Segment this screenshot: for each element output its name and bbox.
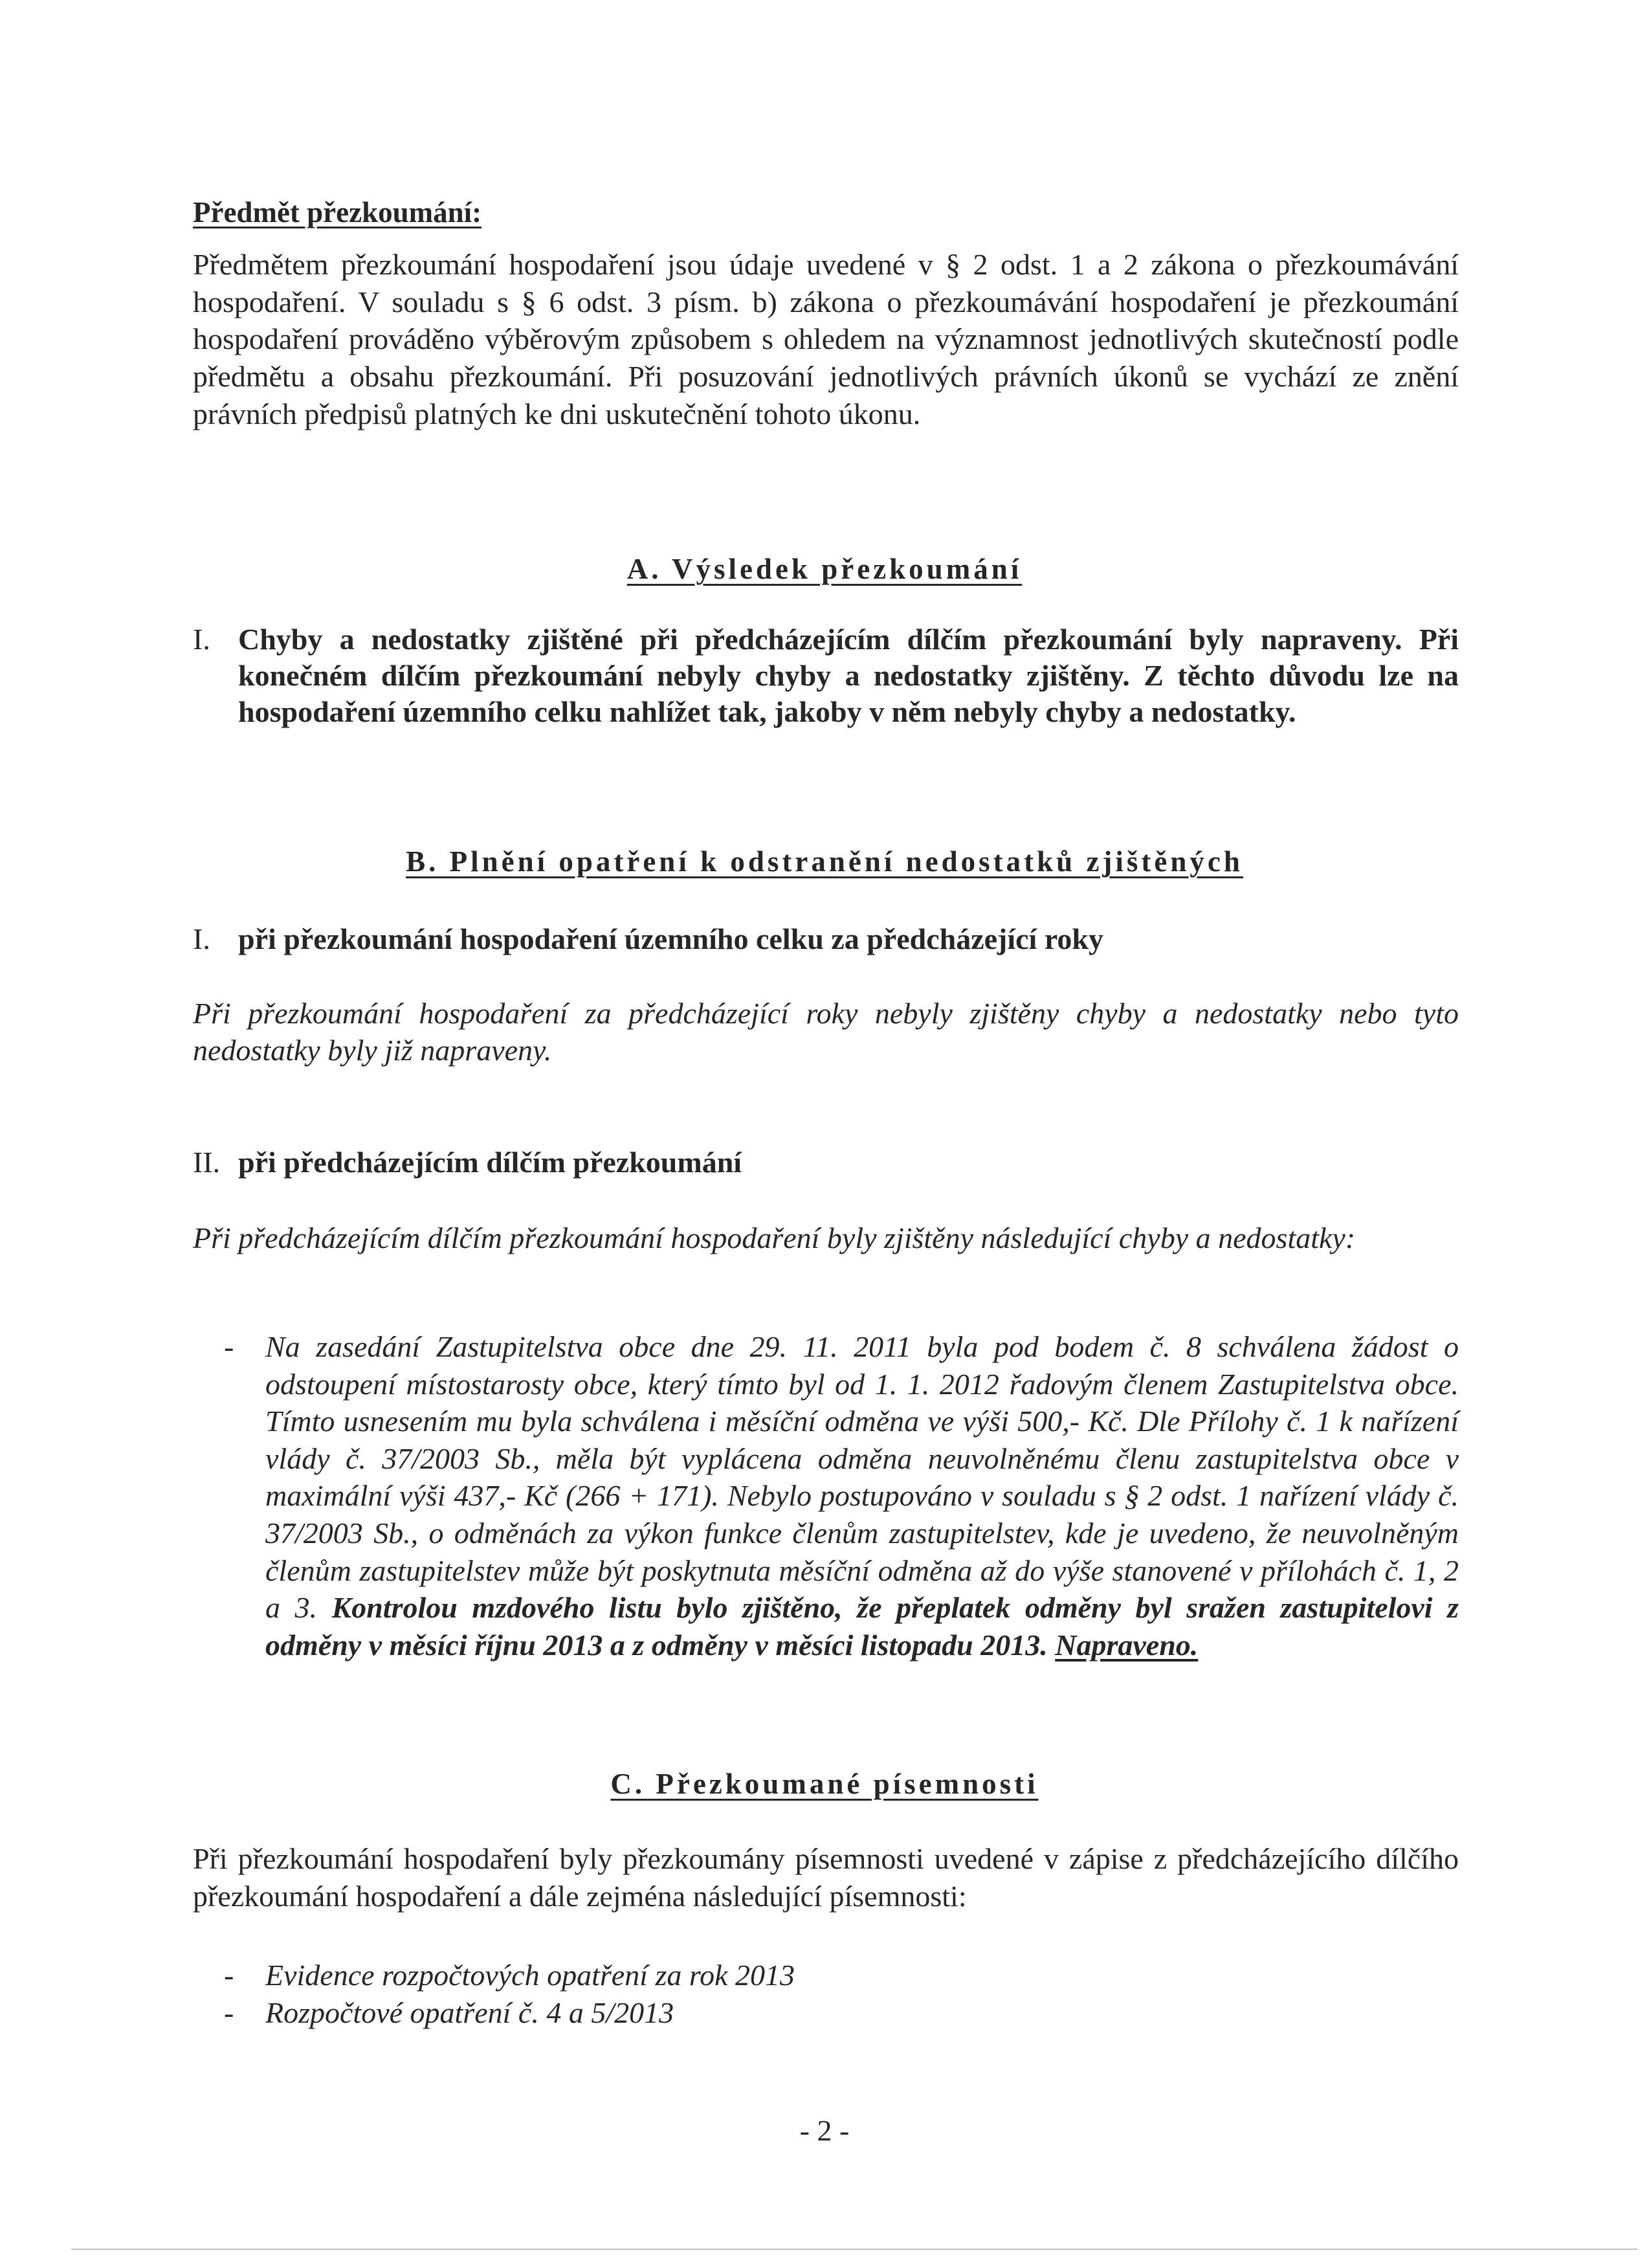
scan-edge-line: [71, 2249, 1637, 2250]
section-b-sub2-title-row: [193, 1144, 1459, 1181]
bullet-dash: -: [224, 1959, 234, 1992]
subject-heading: Předmět přezkoumání:: [193, 196, 482, 228]
item-text: Chyby a nedostatky zjištěné při předcházejícím dílčím přezkoumání byly napraveny. Při konečném dílčím přezkoumání nebyly chyby a nedostatky zjištěny. Z těchto důvodu lze na hospodaření územního celku nahlížet tak, jakoby v něm nebyly chyby a nedostatky.: [238, 623, 1459, 728]
sub2-title: při předcházejícím dílčím přezkoumání: [238, 1146, 742, 1179]
subject-paragraph: Předmětem přezkoumání hospodaření jsou údaje uvedené v § 2 odst. 1 a 2 zákona o přezkoumávání hospodaření. V souladu s § 6 odst. 3 písm. b) zákona o přezkoumávání hospodaření je přezkoumání hospodaření prováděno výběrovým způsobem s ohledem na významnost jednotlivých skutečností podle předmětu a obsahu přezkoumání. Při posuzování jednotlivých právních úkonů se vychází ze znění právních předpisů platných ke dni uskutečnění tohoto úkonu.: [193, 248, 1459, 430]
section-b-sub1-title-row: [193, 921, 1459, 957]
section-b-heading: B. Plnění opatření k odstranění nedostatků zjištěných: [406, 845, 1243, 878]
bullet-dash: -: [224, 1996, 234, 2029]
finding-description: Na zasedání Zastupitelstva obce dne 29. 11. 2011 byla pod bodem č. 8 schválena žádost o odstoupení místostarosty obce, který tímto byl od 1. 1. 2012 řadovým členem Zastupitelstva obce. Tímto usnesením mu byla schválena i měsíční odměna ve výši 500,- Kč. Dle Přílohy č. 1 k nařízení vlády č. 37/2003 Sb., měla být vyplácena odměna neuvolněnému členu zastupitelstva obce v maximální výši 437,- Kč (266 + 171). Nebylo postupováno v souladu s § 2 odst. 1 nařízení vlády č. 37/2003 Sb., o odměnách za výkon funkce členům zastupitelstev, kde je uvedeno, že neuvolněným členům zastupitelstev může být poskytnuta měsíční odměna až do výše stanovené v přílohách č. 1, 2 a 3.: [265, 1330, 1459, 1625]
document-name: Evidence rozpočtových opatření za rok 2013: [265, 1959, 795, 1992]
sub1-number: I.: [193, 922, 210, 955]
sub1-title: při přezkoumání hospodaření územního celku za předcházející roky: [238, 922, 1103, 955]
sub2-intro: Při předcházejícím dílčím přezkoumání hospodaření byly zjištěny následující chyby a nedostatky:: [193, 1221, 1356, 1254]
section-a-heading: A. Výsledek přezkoumání: [626, 553, 1023, 585]
finding-resolution: Kontrolou mzdového listu bylo zjištěno, že přeplatek odměny byl sražen zastupitelovi z odměny v měsíci říjnu 2013 a z odměny v měsíci listopadu 2013.: [265, 1591, 1459, 1662]
document-list-item: [193, 1994, 1459, 2032]
document-list-item: [193, 1957, 1459, 1994]
document-name: Rozpočtové opatření č. 4 a 5/2013: [265, 1996, 674, 2029]
page-number: - 2 -: [799, 2114, 850, 2147]
section-c-heading: C. Přezkoumané písemnosti: [610, 1768, 1039, 1800]
section-a-item: [193, 621, 1459, 730]
finding-list-item: [193, 1328, 1459, 1663]
finding-status: Napraveno.: [1055, 1628, 1199, 1662]
bullet-dash: -: [224, 1330, 234, 1363]
item-number: I.: [193, 623, 210, 656]
section-c-intro: Při přezkoumání hospodaření byly přezkoumány písemnosti uvedené v zápise z předcházejícího dílčího přezkoumání hospodaření a dále zejména následující písemnosti:: [193, 1842, 1459, 1913]
finding-text: [265, 1328, 1459, 1663]
sub1-text: Při přezkoumání hospodaření za předcházející roky nebyly zjištěny chyby a nedostatky nebo tyto nedostatky byly již napraveny.: [193, 997, 1459, 1067]
sub2-number: II.: [193, 1146, 221, 1179]
